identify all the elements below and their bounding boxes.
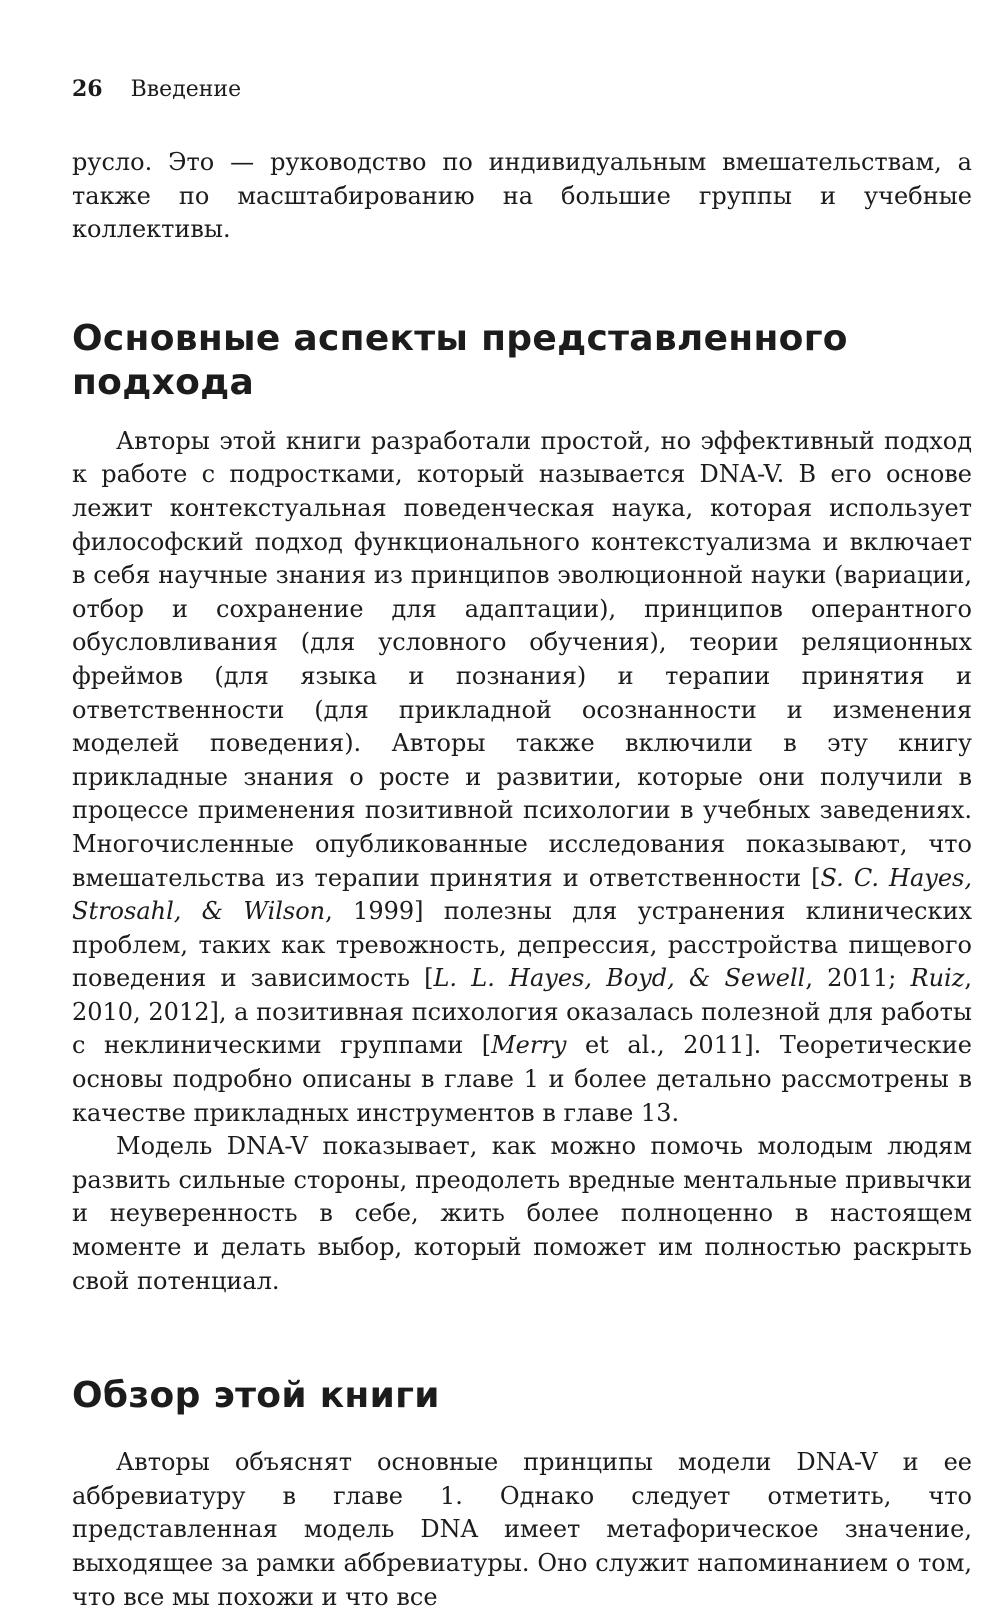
text-span: , 1999] полезны для устранения клинических проблем, таких как тревожность, депрессия, расстройства пищевого поведения и зависимость [	[72, 897, 972, 993]
page-content	[72, 146, 972, 1614]
citation: Merry	[491, 1031, 567, 1060]
aspects-paragraph-2: Модель DNA-V показывает, как можно помочь молодым людям развить сильные стороны, преодолеть вредные ментальные привычки и неуверенность в себе, жить более полноценно в настоящем моменте и делать выбор, который поможет им полностью раскрыть свой потенциал.	[72, 1132, 972, 1295]
text-span: , 2010, 2012], а позитивная психология оказалась полезной для работы с неклиническими группами [	[72, 964, 973, 1060]
citation: S. C. Hayes, Strosahl, & Wilson	[72, 863, 972, 926]
text-span: et al., 2011]. Теоретические основы подробно описаны в главе 1 и более детально рассмотрены в качестве прикладных инструментов в главе 13.	[72, 1031, 972, 1127]
section-heading-aspects: Основные аспекты представленного подхода	[72, 317, 848, 403]
page-number: 26	[72, 76, 103, 102]
citation: L. L. Hayes, Boyd, & Sewell	[433, 964, 806, 993]
running-head-title: Введение	[130, 77, 242, 102]
aspects-paragraph-1	[72, 425, 972, 1130]
running-head	[72, 76, 241, 102]
text-span: Авторы этой книги разработали простой, но эффективный подход к работе с подростками, который называется DNA-V. В его основе лежит контекстуальная поведенческая наука, которая использует философский подход функционального контекстуализма и включает в себя научные знания из принципов эволюционной науки (вариации, отбор и сохранение для адаптации), принципов оперантного обусловливания (для условного обучения), теории реляционных фреймов (для языка и познания) и терапии принятия и ответственности (для прикладной осознанности и изменения моделей поведения). Авторы также включили в эту книгу прикладные знания о росте и развитии, которые они получили в процессе применения позитивной психологии в учебных заведениях. Многочисленные опубликованные исследования показывают, что вмешательства из терапии принятия и ответственности [	[72, 426, 972, 892]
text-span: , 2011;	[805, 964, 911, 993]
citation: Ruiz	[910, 964, 965, 993]
section-heading-overview: Обзор этой книги	[72, 1375, 440, 1417]
overview-paragraph-1: Авторы объяснят основные принципы модели DNA-V и ее аббревиатуру в главе 1. Однако следует отметить, что представленная модель DNA имеет метафорическое значение, выходящее за рамки аббревиатуры. Оно служит напоминанием о том, что все мы похожи и что все	[72, 1448, 972, 1611]
intro-paragraph: русло. Это — руководство по индивидуальным вмешательствам, а также по масштабированию на большие группы и учебные коллективы.	[72, 148, 972, 244]
